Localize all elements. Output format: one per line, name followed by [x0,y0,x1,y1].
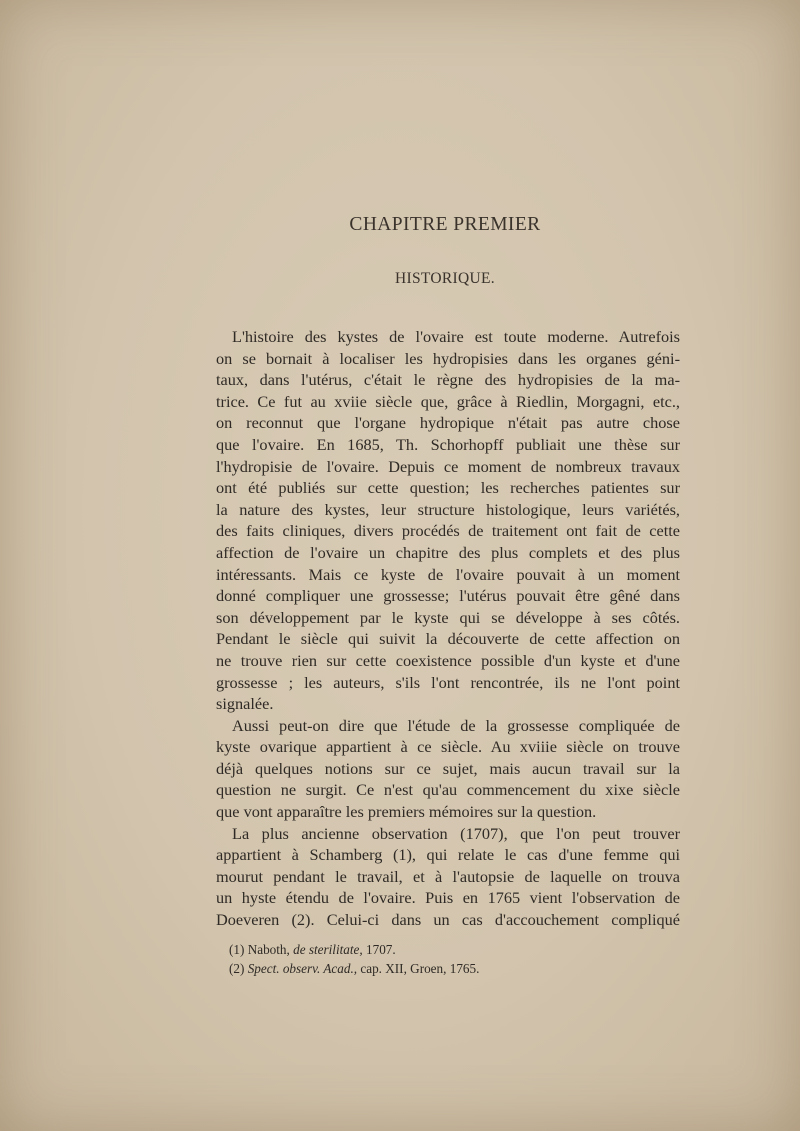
footnote-text: 1707. [366,942,396,957]
footnote-title: Spect. observ. Acad., [247,961,358,976]
text-line: intéressants. Mais ce kyste de l'ovaire pouvait à un moment [216,564,680,584]
text-line: un hyste étendu de l'ovaire. Puis en 1765 vient l'observation de [216,888,680,908]
text-line: que vont apparaître les premiers mémoires sur la question. [216,802,597,822]
text-line: kyste ovarique appartient à ce siècle. Au xviiie siècle on trouve [216,737,680,757]
text-line: L'histoire des kystes de l'ovaire est toute moderne. Autrefois [232,327,680,346]
text-line: Doeveren (2). Celui-ci dans un cas d'accouchement compliqué [216,910,680,930]
text-line: Pendant le siècle qui suivit la découverte de cette affection on [216,629,680,649]
text-line: mourut pendant le travail, et à l'autopsie de laquelle on trouva [216,866,680,886]
text-line: question ne surgit. Ce n'est qu'au commencement du xixe siècle [216,780,680,800]
footnote-text: cap. XII, Groen, 1765. [360,961,480,976]
footnote-marker: (2) [229,961,245,976]
text-line: La plus ancienne observation (1707), que l'on peut trouver [232,823,680,843]
text-line: ont été publiés sur cette question; les recherches patientes sur [216,478,680,498]
text-line: déjà quelques notions sur ce sujet, mais aucun travail sur la [216,758,680,778]
text-line: on reconnut que l'organe hydropique n'était pas autre chose [216,413,680,433]
footnotes [229,940,669,978]
footnote [229,940,669,959]
text-line: la nature des kystes, leur structure histologique, leurs variétés, [216,499,680,519]
footnote-title: de sterilitate, [293,942,363,957]
text-line: l'hydropisie de l'ovaire. Depuis ce moment de nombreux travaux [216,456,680,476]
text-line: taux, dans l'utérus, c'était le règne des hydropisies de la ma- [216,370,680,390]
chapter-title: CHAPITRE PREMIER [349,214,541,235]
text-line: son développement par le kyste qui se développe à ses côtés. [216,607,680,627]
text-line: grossesse ; les auteurs, s'ils l'ont rencontrée, ils ne l'ont point [216,672,680,692]
text-line: que l'ovaire. En 1685, Th. Schorhopff publiait une thèse sur [216,434,680,454]
footnote [229,959,669,978]
footnote-text: Naboth, [247,942,290,957]
text-line: trice. Ce fut au xviie siècle que, grâce à Riedlin, Morgagni, etc., [216,391,680,411]
text-line: ne trouve rien sur cette coexistence possible d'un kyste et d'une [216,650,680,670]
text-line: Aussi peut-on dire que l'étude de la grossesse compliquée de [232,715,680,735]
text-line: affection de l'ovaire un chapitre des plus complets et des plus [216,542,680,562]
text-line: appartient à Schamberg (1), qui relate le cas d'une femme qui [216,845,680,865]
text-line: donné compliquer une grossesse; l'utérus pouvait être gêné dans [216,586,680,606]
text-line: on se bornait à localiser les hydropisies dans les organes géni- [216,348,680,368]
footnote-marker: (1) [229,942,245,957]
text-line: des faits cliniques, divers procédés de traitement ont fait de cette [216,521,680,541]
text-line: signalée. [216,694,274,714]
section-title: HISTORIQUE. [395,270,495,287]
body-text [216,326,680,931]
